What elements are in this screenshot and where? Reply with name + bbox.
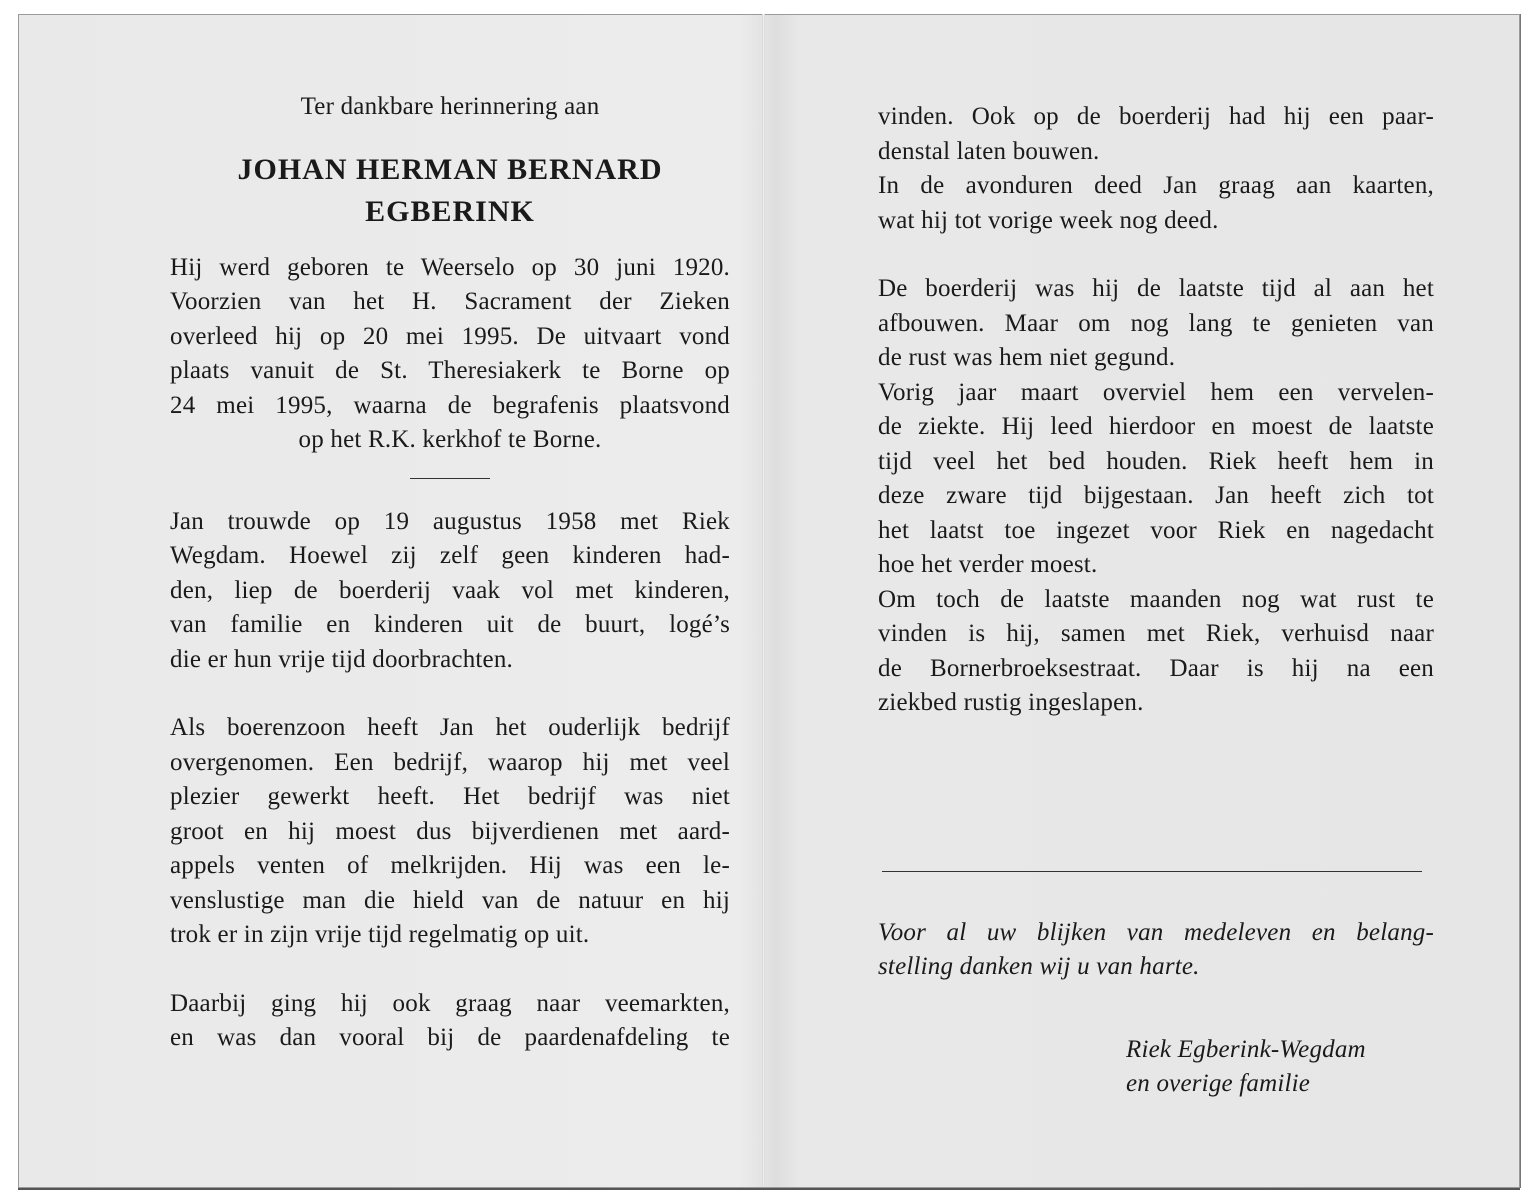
bio-paragraph bbox=[170, 251, 730, 458]
right-page bbox=[878, 100, 1434, 1102]
bio-line: plaats vanuit de St. Theresiakerk te Borne op bbox=[170, 357, 730, 384]
stable-paragraph bbox=[878, 100, 1434, 238]
signature-block bbox=[1126, 1033, 1434, 1102]
bio-line: 24 mei 1995, waarna de begrafenis plaatsvond bbox=[170, 391, 730, 419]
name-line-1: JOHAN HERMAN BERNARD bbox=[237, 152, 663, 186]
bio-line: op het R.K. kerkhof te Borne. bbox=[298, 426, 602, 453]
thanks-paragraph bbox=[878, 916, 1434, 985]
text-line: ziekbed rustig ingeslapen. bbox=[878, 689, 1144, 716]
text-line: de Bornerbroeksestraat. Daar is hij na een bbox=[878, 654, 1434, 682]
text-line: het laatst toe ingezet voor Riek en nagedacht bbox=[878, 516, 1434, 544]
card-fold bbox=[762, 14, 765, 1186]
text-line: deze zware tijd bijgestaan. Jan heeft zich tot bbox=[878, 482, 1434, 509]
text-line: denstal laten bouwen. bbox=[878, 137, 1100, 165]
text-line: Wegdam. Hoewel zij zelf geen kinderen had- bbox=[170, 542, 730, 569]
text-line: en was dan vooral bij de paardenafdeling te bbox=[170, 1024, 730, 1051]
thanks-line: stelling danken wij u van harte. bbox=[878, 953, 1200, 980]
bio-line: Hij werd geboren te Weerselo op 30 juni 1920. bbox=[170, 253, 730, 281]
text-line: vinden. Ook op de boerderij had hij een paar- bbox=[878, 103, 1434, 130]
farm-paragraph bbox=[170, 711, 730, 953]
text-line: tijd veel het bed houden. Riek heeft hem in bbox=[878, 447, 1434, 475]
text-line: vinden is hij, samen met Riek, verhuisd naar bbox=[878, 620, 1434, 647]
text-line: appels venten of melkrijden. Hij was een le- bbox=[170, 852, 730, 879]
text-line: plezier gewerkt heeft. Het bedrijf was niet bbox=[170, 783, 730, 810]
marriage-paragraph bbox=[170, 505, 730, 678]
text-line: van familie en kinderen uit de buurt, logé’s bbox=[170, 611, 730, 638]
thanks-line: Voor al uw blijken van medeleven en belang- bbox=[878, 918, 1434, 946]
text-line: In de avonduren deed Jan graag aan kaarten, bbox=[878, 172, 1434, 199]
text-line: die er hun vrije tijd doorbrachten. bbox=[170, 645, 513, 673]
text-line: Daarbij ging hij ook graag naar veemarkten, bbox=[170, 989, 730, 1017]
left-page bbox=[170, 90, 730, 1056]
text-line: trok er in zijn vrije tijd regelmatig op uit. bbox=[170, 921, 590, 948]
text-line: overgenomen. Een bedrijf, waarop hij met veel bbox=[170, 748, 730, 776]
name-line-2: EGBERINK bbox=[365, 194, 535, 228]
deceased-name bbox=[170, 149, 730, 233]
signature-name: Riek Egberink-Wegdam bbox=[1126, 1035, 1366, 1063]
intro-line: Ter dankbare herinnering aan bbox=[300, 93, 600, 120]
bio-line: Voorzien van het H. Sacrament der Zieken bbox=[170, 288, 730, 315]
text-line: Vorig jaar maart overviel hem een vervelen- bbox=[878, 378, 1434, 406]
text-line: den, liep de boerderij vaak vol met kinderen, bbox=[170, 576, 730, 604]
text-line: de ziekte. Hij leed hierdoor en moest de laatste bbox=[878, 413, 1434, 440]
bio-line: overleed hij op 20 mei 1995. De uitvaart vond bbox=[170, 322, 730, 350]
text-line: afbouwen. Maar om nog lang te genieten van bbox=[878, 309, 1434, 337]
text-line: De boerderij was hij de laatste tijd al aan het bbox=[878, 275, 1434, 302]
signature-family: en overige familie bbox=[1126, 1070, 1311, 1097]
text-line: groot en hij moest dus bijverdienen met aard- bbox=[170, 817, 730, 845]
section-divider bbox=[410, 478, 490, 479]
illness-paragraph bbox=[878, 272, 1434, 721]
text-line: Jan trouwde op 19 augustus 1958 met Riek bbox=[170, 507, 730, 535]
text-line: hoe het verder moest. bbox=[878, 551, 1098, 578]
text-line: Om toch de laatste maanden nog wat rust te bbox=[878, 585, 1434, 613]
text-line: Als boerenzoon heeft Jan het ouderlijk bedrijf bbox=[170, 714, 730, 741]
market-paragraph bbox=[170, 987, 730, 1056]
text-line: venslustige man die hield van de natuur en hij bbox=[170, 886, 730, 914]
text-line: wat hij tot vorige week nog deed. bbox=[878, 206, 1219, 234]
text-line: de rust was hem niet gegund. bbox=[878, 344, 1176, 371]
